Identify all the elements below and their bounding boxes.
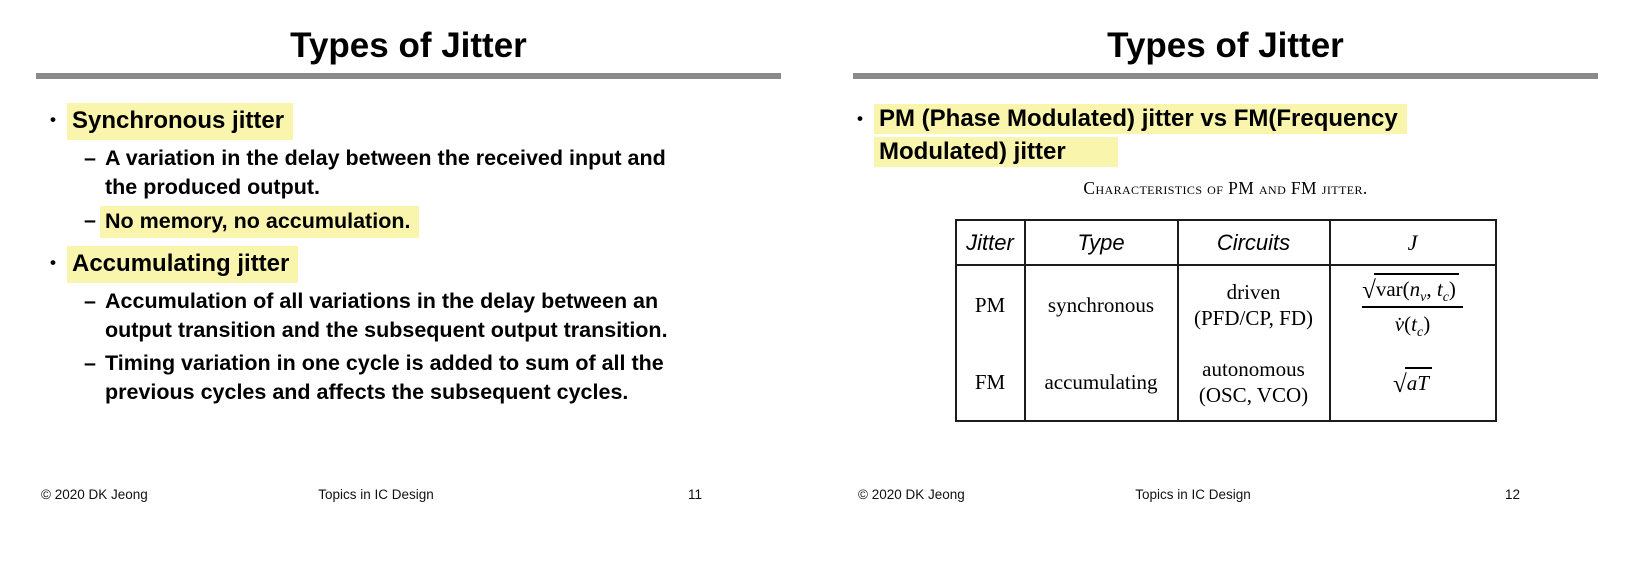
cell-jitter: FM <box>956 343 1025 421</box>
cell-line: autonomous <box>1202 356 1305 381</box>
item-text <box>105 349 664 407</box>
cell-j-formula-fm <box>1330 343 1496 421</box>
slide-12 <box>817 0 1634 569</box>
column-header-j: J <box>1330 220 1496 265</box>
cell-line: driven <box>1226 279 1281 304</box>
math-subscript: v <box>1420 289 1427 305</box>
highlighted-text: No memory, no accumulation. <box>100 206 419 238</box>
item-line: Accumulation of all variations in the delay between an <box>105 289 659 313</box>
dash-icon: – <box>84 146 96 170</box>
list-item <box>857 103 1634 169</box>
dash-icon: – <box>84 289 96 313</box>
footer-copyright: © 2020 DK Jeong <box>41 487 148 502</box>
math-var: T <box>1417 371 1429 395</box>
column-header-circuits: Circuits <box>1178 220 1330 265</box>
table-caption: Characteristics of PM and FM jitter. <box>1083 178 1368 198</box>
math-var: t <box>1411 312 1417 336</box>
item-line: the produced output. <box>105 175 320 199</box>
dash-icon: – <box>84 351 96 375</box>
math-var: v̇ <box>1394 312 1405 336</box>
math-text: ) <box>1423 312 1431 336</box>
radicand <box>1374 273 1459 305</box>
item-line: output transition and the subsequent output transition. <box>105 318 668 342</box>
radicand <box>1405 367 1432 396</box>
footer-page-number: 12 <box>1505 487 1521 502</box>
list-item <box>50 246 817 283</box>
cell-type: synchronous <box>1025 265 1178 343</box>
math-text: var( <box>1375 276 1410 301</box>
footer-copyright: © 2020 DK Jeong <box>858 487 965 502</box>
table-header-row <box>956 220 1496 265</box>
list-item <box>84 206 817 238</box>
page-title: Types of Jitter <box>1107 26 1344 65</box>
jitter-characteristics-table <box>955 219 1497 422</box>
footer-course-title: Topics in IC Design <box>318 487 434 502</box>
column-header-type: Type <box>1025 220 1178 265</box>
radical-sign: √ <box>1362 276 1376 304</box>
title-rule <box>36 73 781 79</box>
math-subscript: c <box>1442 289 1449 305</box>
math-text: , <box>1426 276 1437 301</box>
math-text: ) <box>1448 276 1456 301</box>
list-item <box>84 349 817 407</box>
math-subscript: c <box>1416 325 1424 340</box>
cell-circuits <box>1178 265 1330 343</box>
footer-course-title: Topics in IC Design <box>1135 487 1251 502</box>
item-text <box>105 287 668 345</box>
bullet-icon: • <box>50 110 56 129</box>
item-line: Timing variation in one cycle is added to sum of all the <box>105 351 664 375</box>
fraction <box>1362 272 1463 338</box>
table-row-fm <box>956 343 1496 421</box>
cell-j-formula-pm <box>1330 265 1496 343</box>
list-item <box>50 103 817 140</box>
title-rule <box>853 73 1598 79</box>
column-header-jitter: Jitter <box>956 220 1025 265</box>
list-item <box>84 144 817 202</box>
math-var: n <box>1409 276 1421 301</box>
footer-page-number: 11 <box>688 487 703 502</box>
highlighted-text: Modulated) jitter <box>874 137 1118 167</box>
table-row-pm <box>956 265 1496 343</box>
bullet-icon: • <box>50 253 56 272</box>
bullet-icon: • <box>857 109 863 128</box>
dash-icon: – <box>84 208 96 232</box>
list-item <box>84 287 817 345</box>
item-line: A variation in the delay between the received input and <box>105 146 666 170</box>
cell-circuits <box>1178 343 1330 421</box>
fraction-numerator <box>1362 272 1463 308</box>
item-line: previous cycles and affects the subsequent cycles. <box>105 380 629 404</box>
math-var: t <box>1436 276 1443 301</box>
highlighted-text: Accumulating jitter <box>67 246 298 283</box>
square-root <box>1393 367 1432 396</box>
item-text <box>105 144 666 202</box>
fraction-denominator <box>1362 308 1463 340</box>
page-title: Types of Jitter <box>290 26 527 65</box>
math-var: a <box>1406 371 1418 395</box>
highlighted-text: PM (Phase Modulated) jitter vs FM(Frequency <box>874 104 1407 134</box>
cell-line: (OSC, VCO) <box>1198 382 1309 407</box>
math-text: ( <box>1404 312 1412 336</box>
cell-type: accumulating <box>1025 343 1178 421</box>
square-root <box>1362 273 1459 305</box>
cell-jitter: PM <box>956 265 1025 343</box>
cell-line: (PFD/CP, FD) <box>1193 305 1314 330</box>
radical-sign: √ <box>1393 371 1407 398</box>
item-text <box>879 103 1407 169</box>
highlighted-text: Synchronous jitter <box>67 103 293 140</box>
